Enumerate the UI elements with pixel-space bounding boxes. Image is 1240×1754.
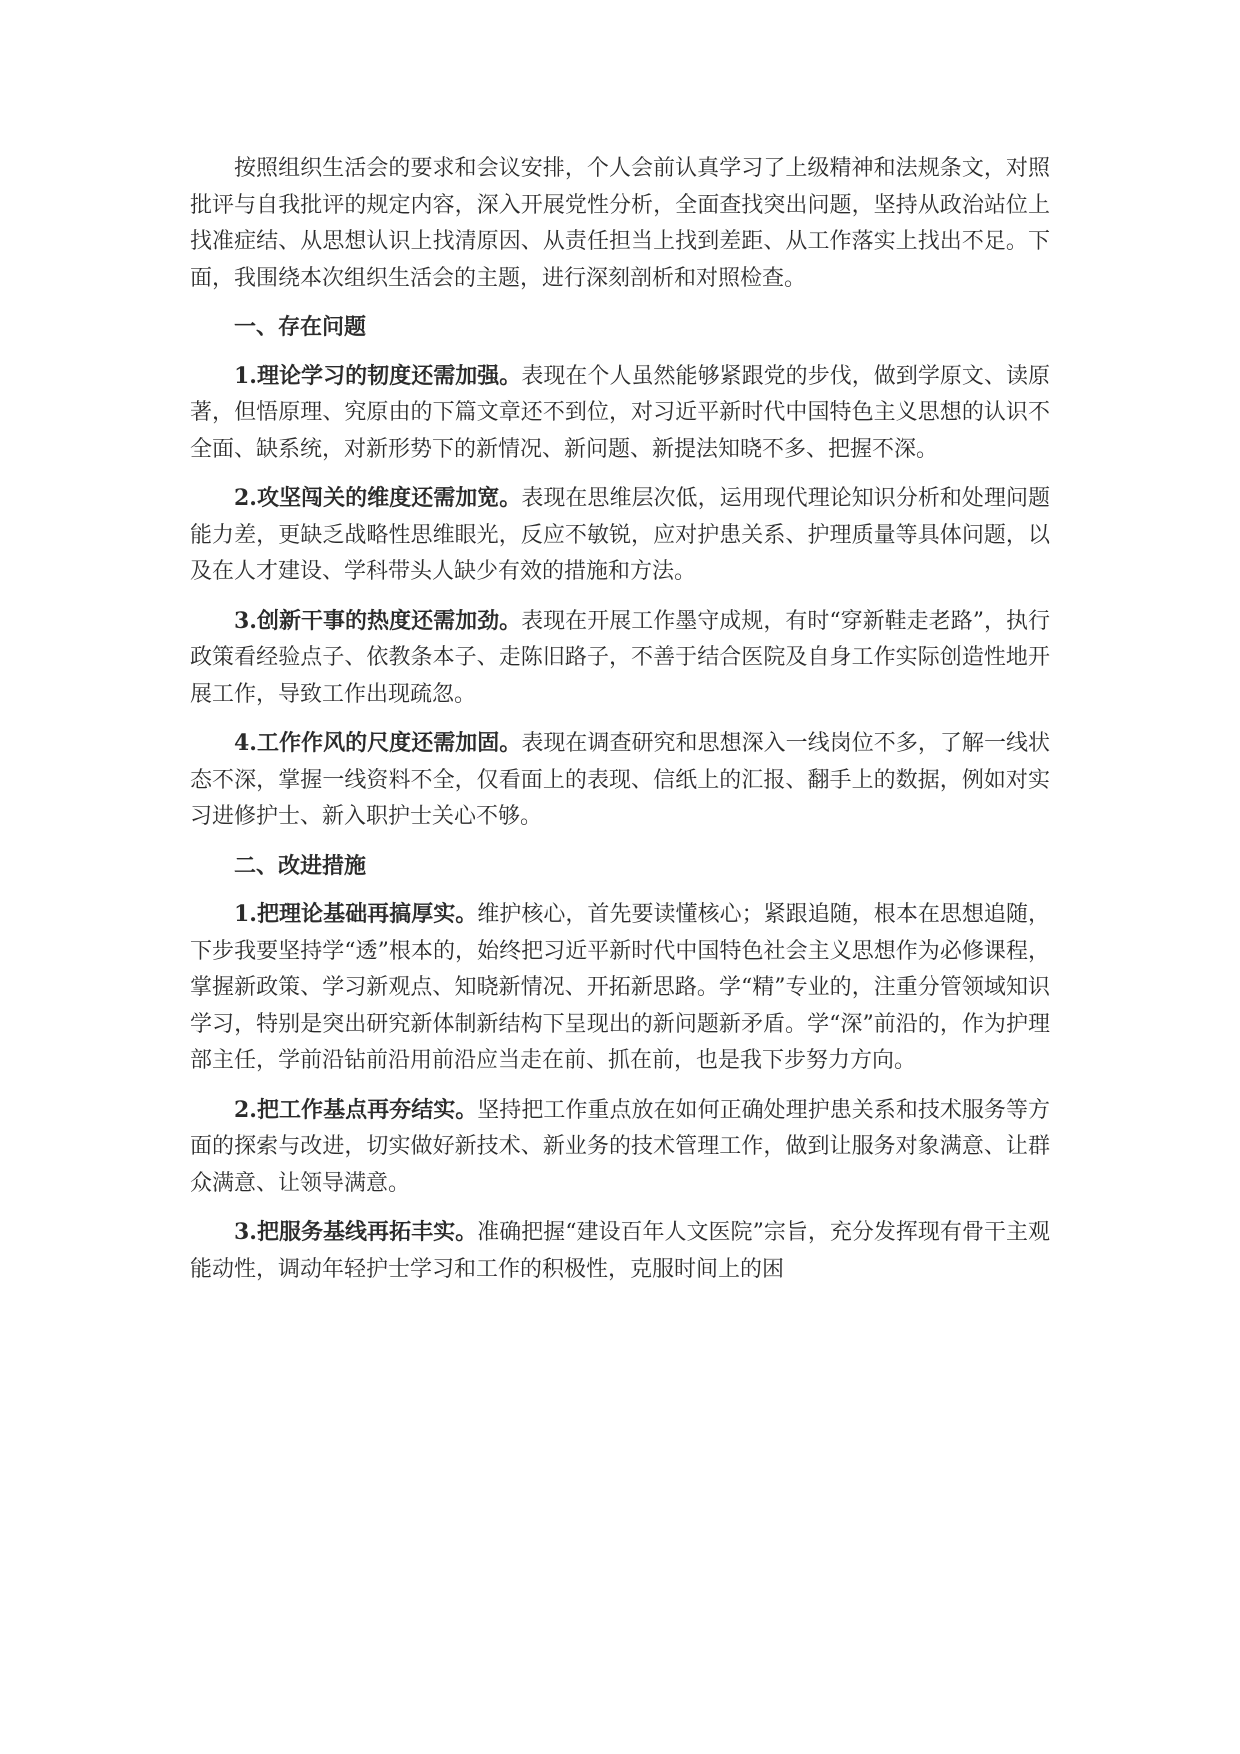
measure-item-2 — [190, 1092, 1050, 1203]
item-text: 表现在调查研究和思想深入一线岗位不多，了解一线状态不深，掌握一线资料不全，仅看面上的表现、信纸上的汇报、翻手上的数据，例如对实习进修护士、新入职护士关心不够。 — [190, 731, 1050, 829]
problem-item-2 — [190, 480, 1050, 591]
item-lead: 2.把工作基点再夯结实。 — [234, 1096, 478, 1123]
document-body — [190, 151, 1050, 1300]
item-lead: 3.创新干事的热度还需加劲。 — [234, 607, 522, 634]
item-text: 准确把握“建设百年人文医院”宗旨，充分发挥现有骨干主观能动性，调动年轻护士学习和工作的积极性，克服时间上的困 — [190, 1220, 1051, 1282]
item-lead: 4.工作作风的尺度还需加固。 — [234, 730, 522, 756]
problem-item-1 — [190, 358, 1050, 469]
problem-item-4 — [190, 725, 1050, 836]
item-text: 维护核心，首先要读懂核心；紧跟追随，根本在思想追随，下步我要坚持学“透”根本的，始终把习近平新时代中国特色社会主义思想作为必修课程，掌握新政策、学习新观点、知晓新情况、开拓新思路。学“精”专业的，注重分管领域知识学习，特别是突出研究新体制新结构下呈现出的新问题新矛盾。学“深”前沿的，作为护理部主任，学前沿钻前沿用前沿应当走在前、抓在前，也是我下步努力方向。 — [190, 902, 1050, 1073]
item-text: 表现在思维层次低，运用现代理论知识分析和处理问题能力差，更缺乏战略性思维眼光，反应不敏锐，应对护患关系、护理质量等具体问题，以及在人才建设、学科带头人缺少有效的措施和方法。 — [190, 486, 1050, 584]
item-text: 表现在个人虽然能够紧跟党的步伐，做到学原文、读原著，但悟原理、究原由的下篇文章还不到位，对习近平新时代中国特色主义思想的认识不全面、缺系统，对新形势下的新情况、新问题、新提法知晓不多、把握不深。 — [190, 363, 1050, 462]
measure-item-1 — [190, 896, 1050, 1080]
item-text: 表现在开展工作墨守成规，有时“穿新鞋走老路”，执行政策看经验点子、依教条本子、走陈旧路子，不善于结合医院及自身工作实际创造性地开展工作，导致工作出现疏忽。 — [190, 608, 1050, 707]
section-heading-measures: 二、改进措施 — [234, 852, 367, 879]
item-text: 坚持把工作重点放在如何正确处理护患关系和技术服务等方面的探索与改进，切实做好新技术、新业务的技术管理工作，做到让服务对象满意、让群众满意、让领导满意。 — [190, 1097, 1050, 1196]
intro-paragraph: 按照组织生活会的要求和会议安排，个人会前认真学习了上级精神和法规条文，对照批评与自我批评的规定内容，深入开展党性分析，全面查找突出问题，坚持从政治站位上找准症结、从思想认识上找清原因、从责任担当上找到差距、从工作落实上找出不足。下面，我围绕本次组织生活会的主题，进行深刻剖析和对照检查。 — [190, 156, 1050, 291]
item-lead: 2.攻坚闯关的维度还需加宽。 — [234, 485, 522, 511]
measure-item-3 — [190, 1214, 1050, 1288]
section-heading-problems: 一、存在问题 — [234, 314, 367, 340]
item-lead: 1.理论学习的韧度还需加强。 — [234, 362, 522, 389]
problem-item-3 — [190, 603, 1050, 714]
item-lead: 3.把服务基线再拓丰实。 — [234, 1219, 478, 1245]
item-lead: 1.把理论基础再搞厚实。 — [234, 901, 478, 927]
